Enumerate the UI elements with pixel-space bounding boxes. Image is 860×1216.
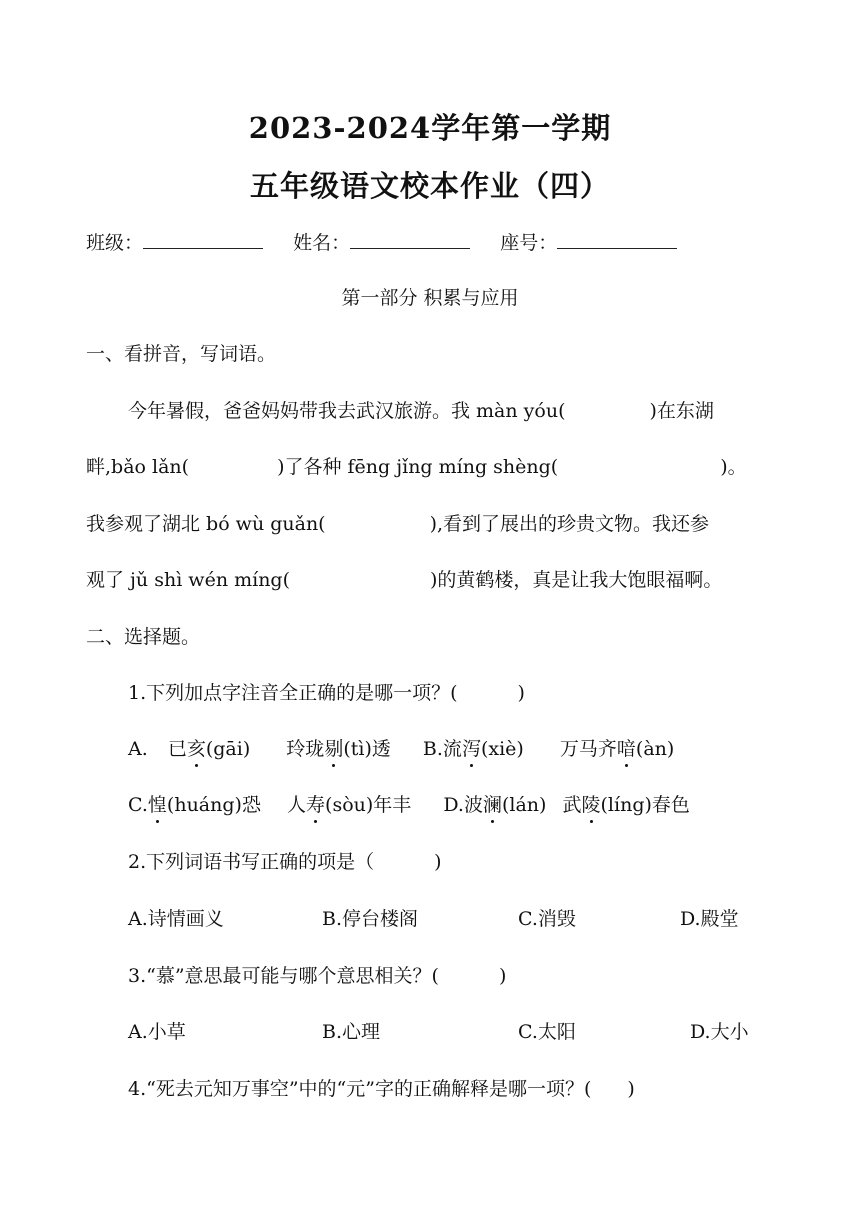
name-label: 姓名：: [293, 232, 351, 254]
question-4: [128, 1076, 635, 1102]
q2-option-d: D.殿堂: [680, 908, 739, 930]
dotted-char: 惶: [147, 794, 167, 816]
text: (líng)春色: [600, 794, 690, 816]
text: 武: [562, 794, 582, 816]
text: (xiè): [480, 738, 524, 760]
question-stem: 3.“慕”意思最可能与哪个意思相关？(: [128, 965, 439, 987]
pinyin-line-4: [86, 567, 722, 593]
question-stem: 2.下列词语书写正确的项是（: [128, 851, 375, 873]
pinyin-line-3: [86, 511, 709, 537]
dotted-char: 寿: [306, 794, 326, 816]
text: 人: [287, 794, 307, 816]
section1-heading: 一、看拼音，写词语。: [86, 343, 277, 365]
text: ): [434, 851, 442, 873]
text: 我参观了湖北 bó wù guǎn(: [86, 513, 326, 535]
q3-option-c: C.太阳: [518, 1021, 576, 1043]
text: )的黄鹤楼，真是让我大饱眼福啊。: [430, 569, 723, 591]
title-line-1: 2023-2024学年第一学期: [248, 111, 612, 145]
pinyin-line-1: [128, 398, 714, 424]
q2-option-b: B.停台楼阁: [322, 908, 419, 930]
text: )了各种 fēng jǐng míng shèng(: [277, 456, 559, 478]
q2-option-c: C.消毁: [518, 908, 576, 930]
text: 已: [167, 738, 187, 760]
text: 今年暑假，爸爸妈妈带我去武汉旅游。我 màn yóu(: [128, 400, 566, 422]
q3-option-d: D.大小: [690, 1021, 749, 1043]
q3-option-b: B.心理: [322, 1021, 381, 1043]
name-field[interactable]: [350, 230, 470, 249]
text: ): [627, 1078, 635, 1100]
text: ): [517, 682, 525, 704]
q3-option-a: A.小草: [128, 1021, 186, 1043]
option-a-label: A.: [128, 738, 148, 760]
text: 玲珑: [286, 738, 325, 760]
text: (lán): [501, 794, 547, 816]
question-stem: 4.“死去元知万事空”中的“元”字的正确解释是哪一项？(: [128, 1078, 592, 1100]
text: ): [498, 965, 507, 987]
student-info-row: [86, 230, 677, 256]
section2-heading: 二、选择题。: [86, 626, 201, 648]
seat-label: 座号：: [500, 232, 558, 254]
dotted-char: 亥: [186, 738, 206, 760]
dotted-char: 陵: [581, 794, 601, 816]
class-field[interactable]: [143, 230, 263, 249]
text: 畔,bǎo lǎn(: [86, 456, 190, 478]
q1-options-row-1: [128, 736, 674, 762]
dotted-char: 喑: [616, 738, 636, 760]
text: )在东湖: [649, 400, 714, 422]
text: 万马齐: [559, 738, 617, 760]
text: )。: [720, 456, 747, 478]
question-3: [128, 963, 506, 989]
text: ),看到了展出的珍贵文物。我还参: [429, 513, 710, 535]
part-title: 第一部分 积累与应用: [341, 287, 519, 309]
pinyin-line-2: [86, 454, 747, 480]
dotted-char: 剔: [324, 738, 344, 760]
text: (gāi): [205, 738, 251, 760]
seat-field[interactable]: [557, 230, 677, 249]
text: (tì)透: [343, 738, 391, 760]
q2-option-a: A.诗情画义: [128, 908, 224, 930]
question-1: [128, 680, 525, 706]
title-line-2: 五年级语文校本作业（四）: [249, 169, 610, 203]
text: (huáng)恐: [166, 794, 261, 816]
dotted-char: 澜: [482, 794, 502, 816]
option-d-label: D.波: [443, 794, 483, 816]
q1-options-row-2: [128, 792, 690, 818]
option-b-label: B.流: [422, 738, 462, 760]
question-2: [128, 849, 442, 875]
option-c-label: C.: [128, 794, 148, 816]
dotted-char: 泻: [461, 738, 481, 760]
class-label: 班级：: [86, 232, 144, 254]
text: 观了 jǔ shì wén míng(: [86, 569, 290, 591]
question-stem: 1.下列加点字注音全正确的是哪一项？(: [128, 682, 458, 704]
text: (àn): [635, 738, 675, 760]
text: (sòu)年丰: [325, 794, 412, 816]
